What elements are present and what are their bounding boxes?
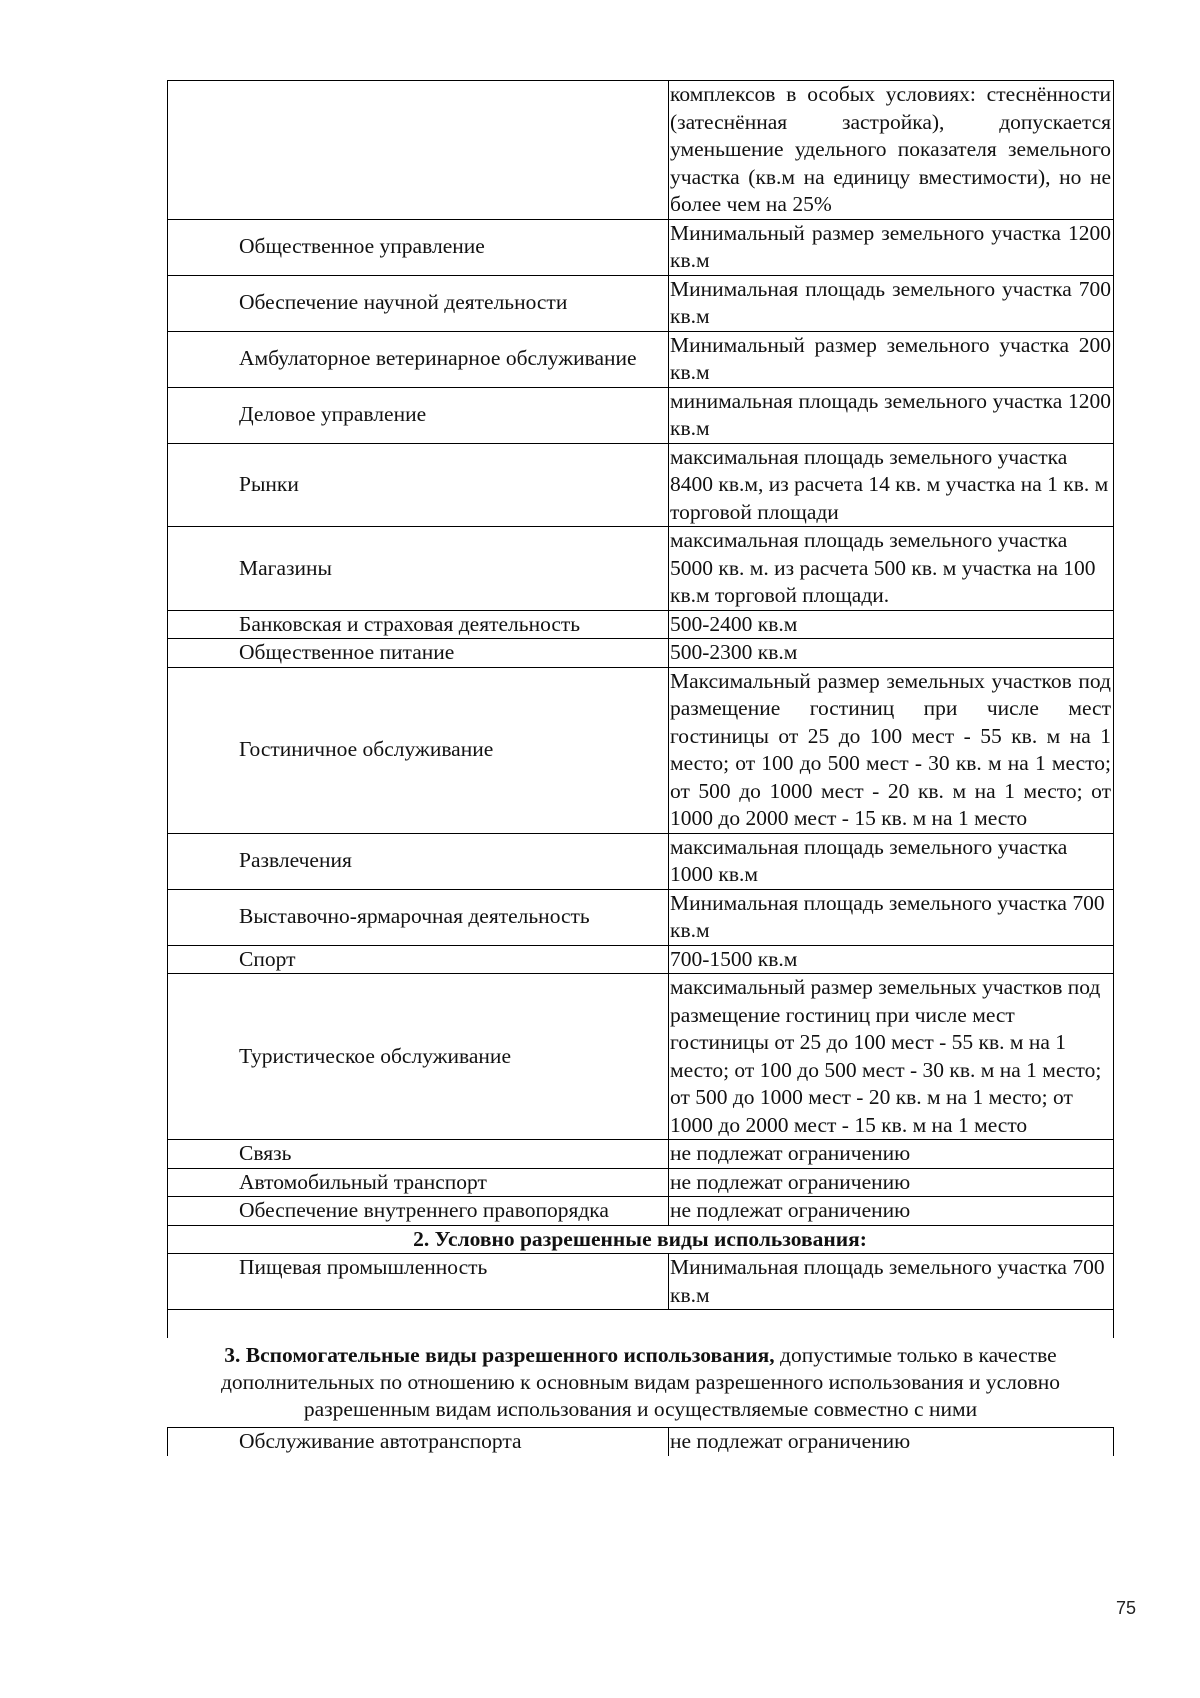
table-row bbox=[168, 833, 1114, 889]
section-2-title: 2. Условно разрешенные виды использования: bbox=[168, 1225, 1114, 1254]
use-type-cell: Пищевая промышленность bbox=[168, 1254, 669, 1310]
spacer-cell bbox=[168, 1310, 1114, 1339]
table-row bbox=[168, 639, 1114, 668]
parameter-cell: Минимальная площадь земельного участка 700 кв.м bbox=[669, 275, 1114, 331]
parameter-cell: максимальная площадь земельного участка 1000 кв.м bbox=[669, 833, 1114, 889]
parameter-cell: Минимальный размер земельного участка 200 кв.м bbox=[669, 331, 1114, 387]
use-type-cell bbox=[168, 81, 669, 220]
spacer-row bbox=[168, 1310, 1114, 1339]
use-type-cell: Общественное питание bbox=[168, 639, 669, 668]
table-row bbox=[168, 81, 1114, 220]
land-use-table bbox=[167, 80, 1114, 1456]
use-type-cell: Деловое управление bbox=[168, 387, 669, 443]
use-type-cell: Автомобильный транспорт bbox=[168, 1168, 669, 1197]
table-row bbox=[168, 275, 1114, 331]
section-3-title-bold: 3. Вспомогательные виды разрешенного использования, bbox=[224, 1343, 775, 1367]
parameter-cell: не подлежат ограничению bbox=[669, 1197, 1114, 1226]
table-row bbox=[168, 1428, 1114, 1456]
parameter-cell: не подлежат ограничению bbox=[669, 1168, 1114, 1197]
table-row bbox=[168, 974, 1114, 1140]
parameter-cell: максимальный размер земельных участков под размещение гостиниц при числе мест гостиницы от 25 до 100 мест - 55 кв. м на 1 место; от 100 до 500 мест - 30 кв. м на 1 место; от 500 до 1000 мест - 20 кв. м на 1 место; от 1000 до 2000 мест - 15 кв. м на 1 место bbox=[669, 974, 1114, 1140]
use-type-cell: Общественное управление bbox=[168, 219, 669, 275]
use-type-cell: Магазины bbox=[168, 527, 669, 611]
use-type-cell: Выставочно-ярмарочная деятельность bbox=[168, 889, 669, 945]
use-type-cell: Туристическое обслуживание bbox=[168, 974, 669, 1140]
table-row bbox=[168, 1168, 1114, 1197]
use-type-cell: Амбулаторное ветеринарное обслуживание bbox=[168, 331, 669, 387]
parameter-cell: Минимальная площадь земельного участка 700 кв.м bbox=[669, 889, 1114, 945]
use-type-cell: Обеспечение внутреннего правопорядка bbox=[168, 1197, 669, 1226]
parameter-cell: Максимальный размер земельных участков под размещение гостиниц при числе мест гостиницы от 25 до 100 мест - 55 кв. м на 1 место; от 100 до 500 мест - 30 кв. м на 1 место; от 500 до 1000 мест - 20 кв. м на 1 место; от 1000 до 2000 мест - 15 кв. м на 1 место bbox=[669, 667, 1114, 833]
parameter-cell: не подлежат ограничению bbox=[669, 1428, 1114, 1456]
table-row bbox=[168, 945, 1114, 974]
table-row bbox=[168, 889, 1114, 945]
use-type-cell: Гостиничное обслуживание bbox=[168, 667, 669, 833]
use-type-cell: Спорт bbox=[168, 945, 669, 974]
parameter-cell: 500-2300 кв.м bbox=[669, 639, 1114, 668]
table-row bbox=[168, 219, 1114, 275]
table-row bbox=[168, 443, 1114, 527]
parameter-cell: комплексов в особых условиях: стеснённости (затеснённая застройка), допускается уменьшение удельного показателя земельного участка (кв.м на единицу вместимости), но не более чем на 25% bbox=[669, 81, 1114, 220]
table-row bbox=[168, 610, 1114, 639]
page-number: 75 bbox=[1116, 1598, 1137, 1618]
table-row bbox=[168, 331, 1114, 387]
table-row bbox=[168, 387, 1114, 443]
parameter-cell: 700-1500 кв.м bbox=[669, 945, 1114, 974]
use-type-cell: Связь bbox=[168, 1140, 669, 1169]
use-type-cell: Обеспечение научной деятельности bbox=[168, 275, 669, 331]
table-row bbox=[168, 667, 1114, 833]
section-3-title-rest: допустимые только в качестве дополнительных по отношению к основным видам разрешенного использования и условно разрешенным видам использования и осуществляемые совместно с ними bbox=[220, 1343, 1061, 1421]
use-type-cell: Рынки bbox=[168, 443, 669, 527]
parameter-cell: 500-2400 кв.м bbox=[669, 610, 1114, 639]
parameter-cell: Минимальная площадь земельного участка 700 кв.м bbox=[669, 1254, 1114, 1310]
section-3-title bbox=[168, 1338, 1114, 1428]
table-row bbox=[168, 1140, 1114, 1169]
use-type-cell: Обслуживание автотранспорта bbox=[168, 1428, 669, 1456]
section-header-row bbox=[168, 1225, 1114, 1254]
use-type-cell: Банковская и страховая деятельность bbox=[168, 610, 669, 639]
table-row bbox=[168, 1254, 1114, 1310]
parameter-cell: максимальная площадь земельного участка 5000 кв. м. из расчета 500 кв. м участка на 100 кв.м торговой площади. bbox=[669, 527, 1114, 611]
parameter-cell: не подлежат ограничению bbox=[669, 1140, 1114, 1169]
parameter-cell: Минимальный размер земельного участка 1200 кв.м bbox=[669, 219, 1114, 275]
use-type-cell: Развлечения bbox=[168, 833, 669, 889]
section-3-heading-row bbox=[168, 1338, 1114, 1428]
table-row bbox=[168, 1197, 1114, 1226]
parameter-cell: минимальная площадь земельного участка 1200 кв.м bbox=[669, 387, 1114, 443]
table-row bbox=[168, 527, 1114, 611]
parameter-cell: максимальная площадь земельного участка 8400 кв.м, из расчета 14 кв. м участка на 1 кв. м торговой площади bbox=[669, 443, 1114, 527]
